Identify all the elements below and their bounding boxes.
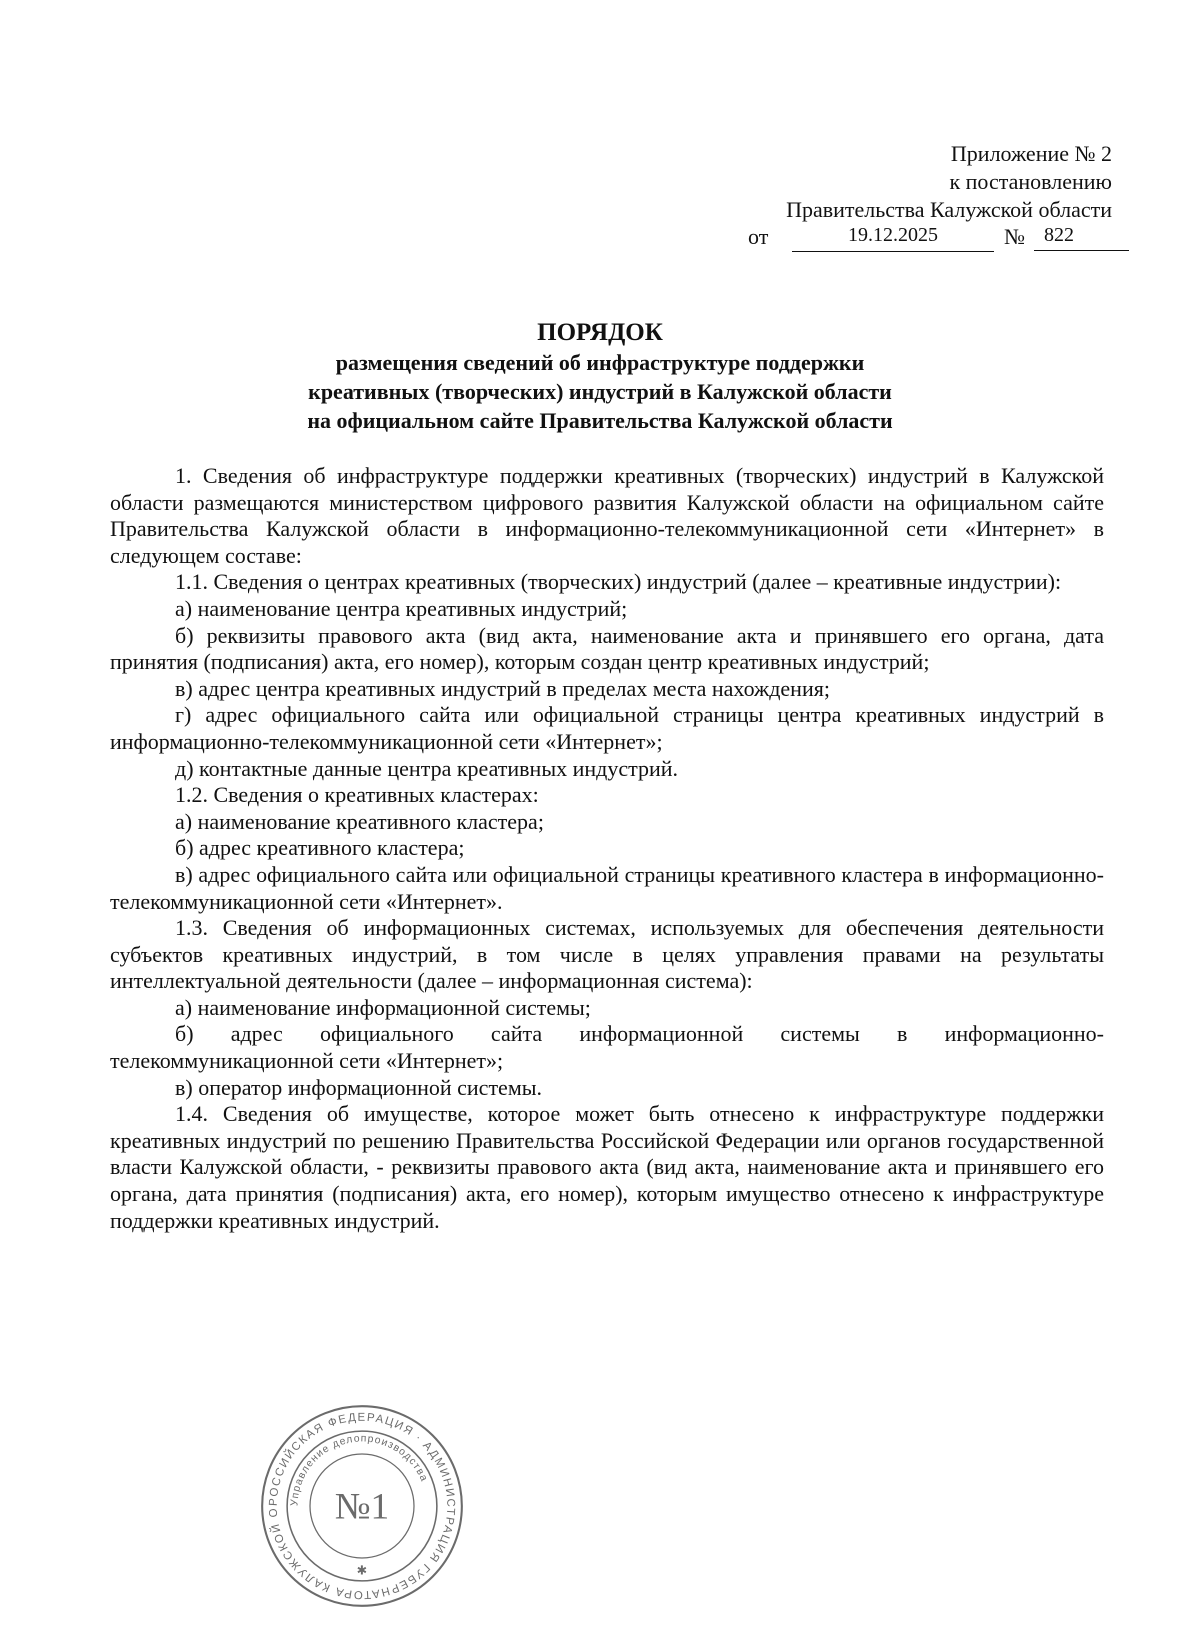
paragraph: д) контактные данные центра креативных индустрий. [175, 755, 679, 781]
appendix-number: Приложение № 2 [950, 141, 1112, 166]
title-line-3: на официальном сайте Правительства Калужской области [307, 408, 893, 433]
paragraph: 1. Сведения об инфраструктуре поддержки креативных (творческих) индустрий в Калужской области размещаются министерством цифрового развития Калужской области на официальном сайте Правительства Калужской области в информационно-телекоммуникационной сети «Интернет» в следующем составе: [110, 463, 1104, 568]
paragraph: 1.3. Сведения об информационных системах, используемых для обеспечения деятельности субъектов креативных индустрий, в том числе в целях управления правами на результаты интеллектуальной деятельности (далее – информационная система): [110, 915, 1104, 994]
stamp-outer-text: РОССИЙСКАЯ ФЕДЕРАЦИЯ · АДМИНИСТРАЦИЯ ГУБЕРНАТОРА КАЛУЖСКОЙ О [267, 1411, 457, 1601]
paragraph: в) адрес центра креативных индустрий в пределах места нахождения; [175, 675, 830, 701]
paragraph: б) реквизиты правового акта (вид акта, наименование акта и принявшего его органа, дата принятия (подписания) акта, его номер), которым создан центр креативных индустрий; [110, 622, 1104, 675]
document-title [0, 318, 1200, 435]
appendix-resolution-ref: к постановлению [949, 169, 1112, 194]
stamp-seal-icon [258, 1402, 466, 1610]
paragraph: г) адрес официального сайта или официальной страницы центра креативных индустрий в информационно-телекоммуникационной сети «Интернет»; [110, 702, 1104, 754]
paragraph: б) адрес креативного кластера; [175, 835, 465, 861]
resolution-date: 19.12.2025 [792, 224, 994, 252]
appendix-government: Правительства Калужской области [786, 197, 1112, 222]
number-sign: № [1004, 224, 1025, 249]
stamp-inner-text: Управление делопроизводства [289, 1433, 430, 1507]
paragraph: б) адрес официального сайта информационной системы в информационно-телекоммуникационной сети «Интернет»; [110, 1021, 1104, 1074]
title-line-1: размещения сведений об инфраструктуре поддержки [335, 350, 865, 375]
document-body [110, 463, 1104, 1234]
paragraph: а) наименование креативного кластера; [175, 808, 544, 834]
resolution-number: 822 [1034, 224, 1129, 251]
paragraph: 1.4. Сведения об имуществе, которое может быть отнесено к инфраструктуре поддержки креативных индустрий по решению Правительства Российской Федерации или органов государственной власти Калужской области, - реквизиты правового акта (вид акта, наименование акта и принявшего его органа, дата принятия (подписания) акта, его номер), которым имущество отнесено к инфраструктуре поддержки креативных индустрий. [110, 1101, 1104, 1233]
svg-text:✱: ✱ [356, 1562, 368, 1578]
title-line-2: креативных (творческих) индустрий в Калужской области [308, 379, 892, 404]
date-prefix: от [748, 224, 769, 249]
paragraph: а) наименование информационной системы; [175, 994, 591, 1020]
title-main: ПОРЯДОК [537, 319, 663, 346]
stamp-center-text: №1 [334, 1486, 390, 1528]
paragraph: 1.2. Сведения о креативных кластерах: [175, 782, 539, 808]
resolution-date-line [748, 224, 1128, 254]
paragraph: 1.1. Сведения о центрах креативных (творческих) индустрий (далее – креативные индустрии): [175, 569, 1062, 595]
official-stamp [258, 1402, 466, 1610]
paragraph: в) адрес официального сайта или официальной страницы креативного кластера в информационно-телекоммуникационной сети «Интернет». [110, 861, 1104, 914]
paragraph: в) оператор информационной системы. [175, 1074, 543, 1100]
appendix-header [786, 140, 1112, 224]
paragraph: а) наименование центра креативных индустрий; [175, 595, 628, 621]
